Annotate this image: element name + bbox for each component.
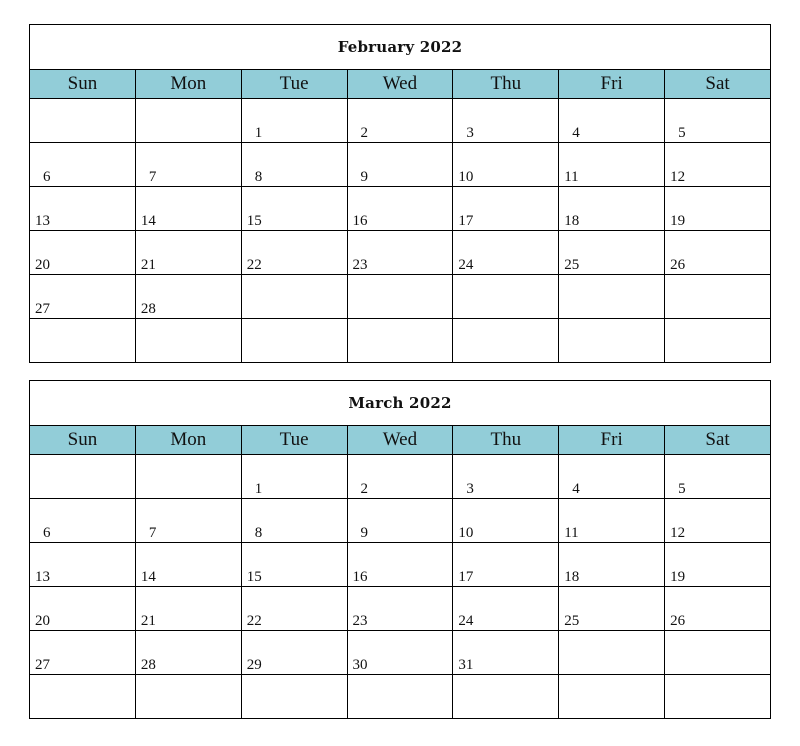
day-cell (241, 187, 347, 231)
day-number: 18 (564, 213, 580, 229)
week-row (30, 455, 771, 499)
day-number: 24 (458, 257, 474, 273)
day-cell (30, 143, 136, 187)
day-number: 10 (458, 525, 474, 541)
week-row (30, 275, 771, 319)
day-number: 5 (678, 481, 686, 497)
day-number: 29 (246, 657, 262, 673)
calendar-title: February 2022 (30, 25, 771, 70)
day-cell (135, 455, 241, 499)
day-cell (665, 187, 771, 231)
day-cell (135, 319, 241, 363)
day-cell (135, 499, 241, 543)
day-cell (347, 587, 453, 631)
day-cell (347, 187, 453, 231)
day-cell (241, 143, 347, 187)
day-number: 13 (35, 569, 50, 585)
day-number: 6 (43, 525, 51, 541)
weekday-header-mon: Mon (135, 70, 241, 99)
day-cell (559, 231, 665, 275)
day-number: 13 (35, 213, 50, 229)
day-cell (665, 499, 771, 543)
day-cell (665, 675, 771, 719)
day-number: 15 (246, 569, 262, 585)
day-number: 25 (564, 257, 580, 273)
day-cell (665, 455, 771, 499)
day-cell (453, 631, 559, 675)
weekday-header-row (30, 426, 771, 455)
day-cell (30, 275, 136, 319)
calendar-february (29, 24, 771, 363)
day-cell (665, 275, 771, 319)
day-number: 17 (458, 569, 474, 585)
week-row (30, 187, 771, 231)
day-number: 26 (670, 613, 686, 629)
day-number: 15 (246, 213, 262, 229)
day-cell (241, 455, 347, 499)
day-number: 16 (352, 213, 368, 229)
day-number: 1 (254, 125, 263, 141)
weekday-header-tue: Tue (241, 426, 347, 455)
week-row (30, 499, 771, 543)
day-cell (30, 99, 136, 143)
day-cell (665, 231, 771, 275)
day-number: 26 (670, 257, 686, 273)
day-number: 23 (352, 257, 368, 273)
day-cell (135, 187, 241, 231)
day-cell (135, 587, 241, 631)
day-number: 6 (43, 169, 51, 185)
day-cell (347, 543, 453, 587)
day-cell (347, 231, 453, 275)
day-cell (241, 319, 347, 363)
day-cell (135, 231, 241, 275)
day-number: 12 (670, 525, 686, 541)
day-cell (559, 187, 665, 231)
day-number: 11 (564, 169, 579, 185)
day-cell (559, 319, 665, 363)
day-cell (241, 275, 347, 319)
day-number: 17 (458, 213, 474, 229)
day-cell (559, 587, 665, 631)
week-row (30, 631, 771, 675)
day-cell (453, 455, 559, 499)
day-cell (30, 631, 136, 675)
day-cell (453, 99, 559, 143)
weekday-header-wed: Wed (347, 426, 453, 455)
day-number: 27 (35, 657, 50, 673)
day-cell (30, 319, 136, 363)
day-cell (30, 187, 136, 231)
day-number: 18 (564, 569, 580, 585)
day-cell (453, 143, 559, 187)
calendar-title: March 2022 (30, 381, 771, 426)
day-number: 14 (140, 213, 156, 229)
day-number: 22 (246, 613, 262, 629)
day-number: 2 (360, 125, 369, 141)
day-cell (559, 499, 665, 543)
day-number: 25 (564, 613, 580, 629)
day-cell (347, 631, 453, 675)
weekday-header-sun: Sun (30, 70, 136, 99)
day-cell (135, 275, 241, 319)
day-number: 20 (35, 613, 50, 629)
day-cell (559, 143, 665, 187)
day-cell (453, 231, 559, 275)
day-cell (665, 319, 771, 363)
weekday-header-thu: Thu (453, 70, 559, 99)
weekday-header-fri: Fri (559, 426, 665, 455)
week-row (30, 543, 771, 587)
day-number: 12 (670, 169, 686, 185)
day-cell (30, 587, 136, 631)
day-number: 9 (360, 169, 369, 185)
day-cell (347, 99, 453, 143)
day-cell (453, 187, 559, 231)
day-cell (559, 631, 665, 675)
week-row (30, 99, 771, 143)
week-row (30, 675, 771, 719)
day-number: 8 (254, 525, 263, 541)
weekday-header-sun: Sun (30, 426, 136, 455)
day-cell (453, 587, 559, 631)
day-cell (453, 319, 559, 363)
day-number: 8 (254, 169, 263, 185)
week-row (30, 231, 771, 275)
day-cell (453, 543, 559, 587)
day-cell (559, 455, 665, 499)
week-row (30, 143, 771, 187)
day-number: 30 (352, 657, 368, 673)
day-cell (30, 675, 136, 719)
day-cell (347, 275, 453, 319)
day-number: 28 (140, 301, 156, 317)
day-cell (135, 143, 241, 187)
day-cell (665, 143, 771, 187)
day-number: 10 (458, 169, 474, 185)
day-cell (241, 99, 347, 143)
day-number: 1 (254, 481, 263, 497)
weekday-header-row (30, 70, 771, 99)
day-cell (453, 675, 559, 719)
day-cell (135, 99, 241, 143)
day-number: 2 (360, 481, 369, 497)
day-cell (241, 543, 347, 587)
day-number: 22 (246, 257, 262, 273)
day-cell (665, 99, 771, 143)
day-number: 27 (35, 301, 50, 317)
day-cell (347, 499, 453, 543)
day-cell (30, 455, 136, 499)
day-number: 28 (140, 657, 156, 673)
day-cell (135, 543, 241, 587)
day-cell (347, 143, 453, 187)
day-cell (347, 675, 453, 719)
day-number: 16 (352, 569, 368, 585)
day-number: 4 (572, 481, 580, 497)
day-cell (30, 499, 136, 543)
day-number: 21 (140, 257, 156, 273)
calendar-march (29, 380, 771, 719)
day-cell (347, 455, 453, 499)
weekday-header-mon: Mon (135, 426, 241, 455)
day-number: 20 (35, 257, 50, 273)
day-cell (135, 631, 241, 675)
day-cell (453, 275, 559, 319)
day-cell (241, 499, 347, 543)
day-number: 9 (360, 525, 369, 541)
day-cell (453, 499, 559, 543)
day-number: 4 (572, 125, 580, 141)
weekday-header-sat: Sat (665, 70, 771, 99)
day-cell (665, 587, 771, 631)
day-cell (30, 231, 136, 275)
day-number: 3 (466, 125, 474, 141)
day-number: 7 (148, 525, 157, 541)
day-number: 14 (140, 569, 156, 585)
day-number: 31 (458, 657, 474, 673)
weekday-header-wed: Wed (347, 70, 453, 99)
day-cell (559, 99, 665, 143)
weekday-header-tue: Tue (241, 70, 347, 99)
week-row (30, 587, 771, 631)
day-cell (559, 675, 665, 719)
day-number: 11 (564, 525, 579, 541)
day-cell (241, 675, 347, 719)
weekday-header-sat: Sat (665, 426, 771, 455)
day-cell (665, 543, 771, 587)
day-number: 24 (458, 613, 474, 629)
day-number: 5 (678, 125, 686, 141)
weekday-header-thu: Thu (453, 426, 559, 455)
day-cell (559, 275, 665, 319)
day-cell (241, 587, 347, 631)
day-number: 21 (140, 613, 156, 629)
day-cell (135, 675, 241, 719)
day-cell (347, 319, 453, 363)
day-cell (30, 543, 136, 587)
week-row (30, 319, 771, 363)
weekday-header-fri: Fri (559, 70, 665, 99)
day-cell (559, 543, 665, 587)
day-number: 7 (148, 169, 157, 185)
day-cell (241, 631, 347, 675)
day-number: 19 (670, 569, 686, 585)
day-number: 23 (352, 613, 368, 629)
day-number: 19 (670, 213, 686, 229)
day-cell (241, 231, 347, 275)
day-cell (665, 631, 771, 675)
day-number: 3 (466, 481, 474, 497)
